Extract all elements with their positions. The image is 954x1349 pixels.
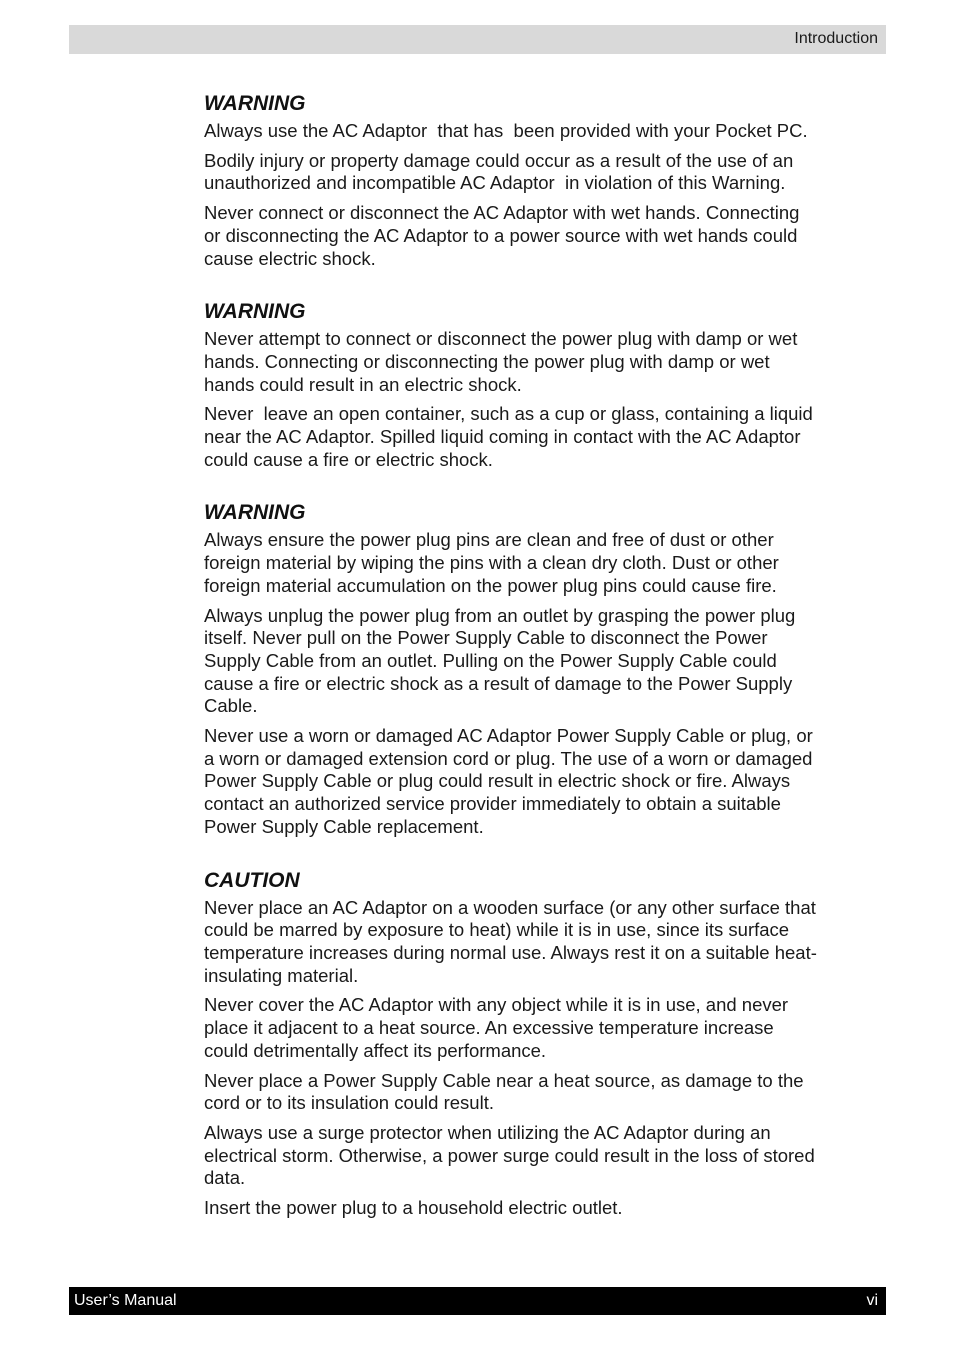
- page-number: vi: [866, 1292, 878, 1309]
- notice-heading: WARNING: [204, 501, 306, 525]
- paragraph-line: Never cover the AC Adaptor with any object while it is in use, and never: [204, 994, 789, 1016]
- page-header: [69, 25, 886, 54]
- notice-heading: CAUTION: [204, 868, 300, 892]
- paragraph-line: temperature increases during normal use. Always rest it on a suitable heat-: [204, 941, 817, 963]
- notice-paragraph: [204, 150, 884, 195]
- notice-section: [204, 91, 884, 270]
- paragraph-line: Power Supply Cable or plug could result in electric shock or fire. Always: [204, 770, 791, 792]
- notice-paragraph: [204, 202, 884, 270]
- paragraph-line: Always unplug the power plug from an outlet by grasping the power plug: [204, 604, 796, 626]
- notice-section: [204, 500, 884, 838]
- paragraph-line: Never place a Power Supply Cable near a heat source, as damage to the: [204, 1069, 804, 1091]
- paragraph-line: Always use the AC Adaptor that has been provided with your Pocket PC.: [204, 120, 808, 141]
- notice-paragraph: [204, 328, 884, 396]
- notice-paragraph: [204, 994, 884, 1062]
- notice-heading: WARNING: [204, 300, 306, 324]
- paragraph-line: could cause a fire or electric shock.: [204, 448, 493, 470]
- paragraph-line: Always ensure the power plug pins are clean and free of dust or other: [204, 529, 774, 551]
- paragraph-line: Never attempt to connect or disconnect the power plug with damp or wet: [204, 328, 798, 350]
- paragraph-line: could be marred by exposure to heat) while it is in use, since its surface: [204, 919, 790, 941]
- paragraph-line: Always use a surge protector when utilizing the AC Adaptor during an: [204, 1121, 771, 1143]
- notice-paragraph: [204, 897, 884, 988]
- chapter-title: Introduction: [794, 30, 878, 47]
- notice-paragraph: [204, 605, 884, 719]
- paragraph-line: Never use a worn or damaged AC Adaptor Power Supply Cable or plug, or: [204, 725, 813, 747]
- page-footer: [69, 1287, 886, 1315]
- notice-section: [204, 868, 884, 1220]
- paragraph-line: hands could result in an electric shock.: [204, 373, 522, 395]
- notice-paragraph: [204, 725, 884, 839]
- paragraph-line: Insert the power plug to a household electric outlet.: [204, 1197, 623, 1219]
- notice-paragraph: [204, 529, 884, 597]
- paragraph-line: foreign material accumulation on the power plug pins could cause fire.: [204, 574, 777, 596]
- paragraph-line: hands. Connecting or disconnecting the power plug with damp or wet: [204, 350, 770, 372]
- notice-section: [204, 299, 884, 471]
- notice-paragraph: [204, 1070, 884, 1115]
- paragraph-line: place it adjacent to a heat source. An excessive temperature increase: [204, 1017, 774, 1039]
- paragraph-line: unauthorized and incompatible AC Adaptor in violation of this Warning.: [204, 172, 786, 194]
- paragraph-line: Bodily injury or property damage could occur as a result of the use of an: [204, 149, 794, 171]
- paragraph-line: near the AC Adaptor. Spilled liquid coming in contact with the AC Adaptor: [204, 426, 801, 448]
- paragraph-line: itself. Never pull on the Power Supply Cable to disconnect the Power: [204, 627, 768, 649]
- paragraph-line: Never leave an open container, such as a cup or glass, containing a liquid: [204, 403, 813, 425]
- paragraph-line: foreign material by wiping the pins with a clean dry cloth. Dust or other: [204, 552, 779, 574]
- paragraph-line: or disconnecting the AC Adaptor to a power source with wet hands could: [204, 224, 798, 246]
- paragraph-line: cause a fire or electric shock as a result of damage to the Power Supply: [204, 672, 793, 694]
- notice-heading: WARNING: [204, 92, 306, 115]
- document-body: [204, 91, 884, 1249]
- notice-paragraph: [204, 1197, 884, 1220]
- paragraph-line: Never connect or disconnect the AC Adaptor with wet hands. Connecting: [204, 202, 800, 224]
- notice-paragraph: [204, 120, 884, 143]
- paragraph-line: Power Supply Cable replacement.: [204, 815, 484, 837]
- paragraph-line: Supply Cable from an outlet. Pulling on the Power Supply Cable could: [204, 649, 777, 671]
- notice-paragraph: [204, 1122, 884, 1190]
- paragraph-line: Never place an AC Adaptor on a wooden surface (or any other surface that: [204, 896, 816, 918]
- paragraph-line: insulating material.: [204, 964, 359, 986]
- manual-title: User’s Manual: [74, 1292, 177, 1309]
- paragraph-line: cause electric shock.: [204, 247, 376, 269]
- paragraph-line: data.: [204, 1167, 246, 1189]
- paragraph-line: contact an authorized service provider immediately to obtain a suitable: [204, 793, 781, 815]
- paragraph-line: a worn or damaged extension cord or plug. The use of a worn or damaged: [204, 747, 813, 769]
- paragraph-line: Cable.: [204, 695, 258, 717]
- paragraph-line: electrical storm. Otherwise, a power surge could result in the loss of stored: [204, 1144, 815, 1166]
- notice-paragraph: [204, 403, 884, 471]
- paragraph-line: could detrimentally affect its performance.: [204, 1039, 547, 1061]
- paragraph-line: cord or to its insulation could result.: [204, 1092, 494, 1114]
